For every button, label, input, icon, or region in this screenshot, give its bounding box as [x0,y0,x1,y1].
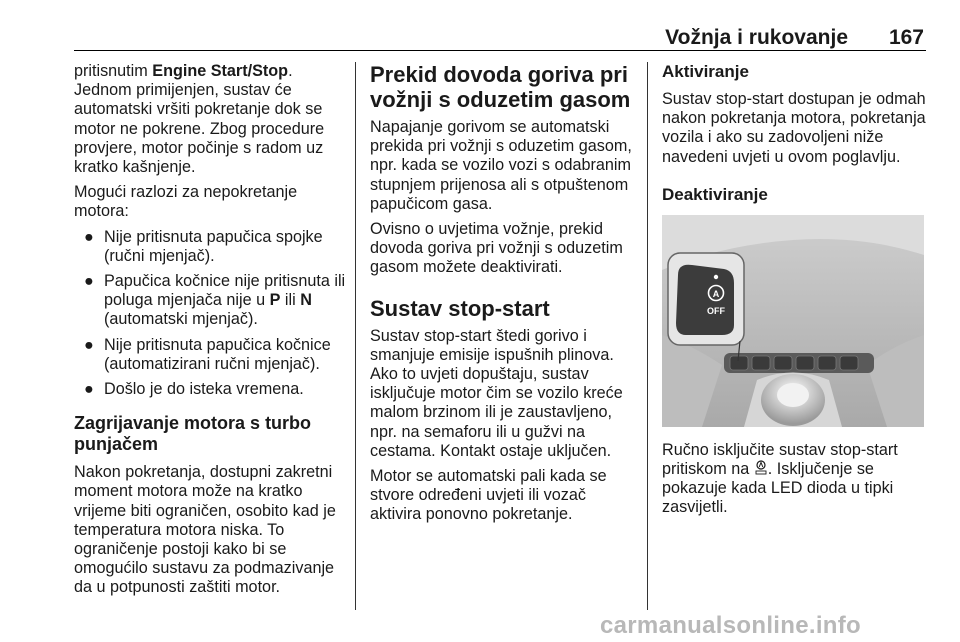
bullet-icon: ● [84,227,94,246]
heading-deactivation: Deaktiviranje [662,184,768,204]
list-item-text: Nije pritisnuta papučica spojke (ručni mjenjač). [104,227,323,265]
bullet-icon: ● [84,272,94,291]
list-item [74,228,346,266]
column-divider-1 [355,62,356,610]
page-header [74,22,926,51]
paragraph-deactivation [662,441,930,518]
gear-n-label: N [300,291,312,310]
column-middle [370,62,640,531]
heading-activation: Aktiviranje [662,62,749,81]
text-run: Ručno isključite sustav stop-start pritiskom na [662,440,898,479]
list-item-text: (automatski mjenjač). [104,310,258,329]
paragraph-auto-restart: Motor se automatski pali kada se stvore određeni uvjeti ili vozač aktivira ponovno pokretanje. [370,467,607,524]
list-item-text: Papučica kočnice nije pritisnuta ili poluga mjenjača nije u [104,272,346,310]
figure-off-label: OFF [707,305,725,316]
column-right [662,62,930,524]
gear-p-label: P [269,291,281,310]
list-item-text: Nije pritisnuta papučica kočnice (automatizirani ručni mjenjač). [104,335,331,373]
page-number: 167 [888,26,924,49]
svg-text:A: A [712,288,720,299]
list-item-text: ili [280,291,301,310]
paragraph-fuel-cutoff: Napajanje gorivom se automatski prekida pri vožnji s oduzetim gasom, npr. kada se vozilo vozi s odabranim stupnjem prijenosa ali s otpuštenom papučicom gasa. [370,118,632,213]
stop-start-off-icon [754,460,768,476]
paragraph-fuel-cutoff-deactivate: Ovisno o uvjetima vožnje, prekid dovoda goriva pri vožnji s oduzetim gasom možete deaktivirati. [370,220,623,277]
list-item [74,380,346,399]
column-divider-2 [647,62,648,610]
reasons-list [74,228,346,400]
paragraph-reasons: Mogući razlozi za nepokretanje motora: [74,183,298,221]
paragraph-stop-start: Sustav stop-start štedi gorivo i smanjuje emisije ispušnih plinova. Ako to uvjeti dopuštaju, sustav isključuje motor čim se vozilo kreće malom brzinom ili je zaustavljeno, npr. na semaforu ili u gužvi na cestama. Kontakt ostaje uključen. [370,326,623,460]
paragraph-turbo: Nakon pokretanja, dostupni zakretni moment motora može na kratko vrijeme biti ograničen, osobito kad je temperatura motora niska. To ograničenje postoji kako bi se omogućilo sustavu za podmazivanje da u potpunosti zaštiti motor. [74,463,336,597]
engine-start-stop-label: Engine Start/Stop [152,62,289,80]
watermark: carmanualsonline.info [600,612,862,639]
heading-turbo-warmup: Zagrijavanje motora s turbo punjačem [74,413,312,455]
text-run: pritisnutim [74,62,153,80]
text-run: . Jednom primijenjen, sustav će automatski vršiti pokretanje dok se motor ne pokrene. Zbog procedure provjere, motor počinje s radom uz kratko kašnjenje. [74,62,325,177]
bullet-icon: ● [84,335,94,354]
paragraph-engine-start [74,62,346,177]
list-item-text: Došlo je do isteka vremena. [104,380,304,399]
paragraph-activation: Sustav stop-start dostupan je odmah nakon pokretanja motora, pokretanja vozila i ako su zadovoljeni niže navedeni uvjeti u ovom poglavlju. [662,90,926,166]
console-illustration [662,215,924,427]
text-run: . Isključenje se pokazuje kada LED dioda u tipki zasvijetli. [662,460,894,517]
list-item [74,272,346,330]
bullet-icon: ● [84,380,94,399]
column-left [74,62,346,604]
heading-fuel-cutoff: Prekid dovoda goriva pri vožnji s oduzetim gasom [370,62,631,112]
chapter-title: Vožnja i rukovanje [665,26,848,49]
list-item [74,336,346,374]
heading-stop-start: Sustav stop-start [370,295,550,321]
